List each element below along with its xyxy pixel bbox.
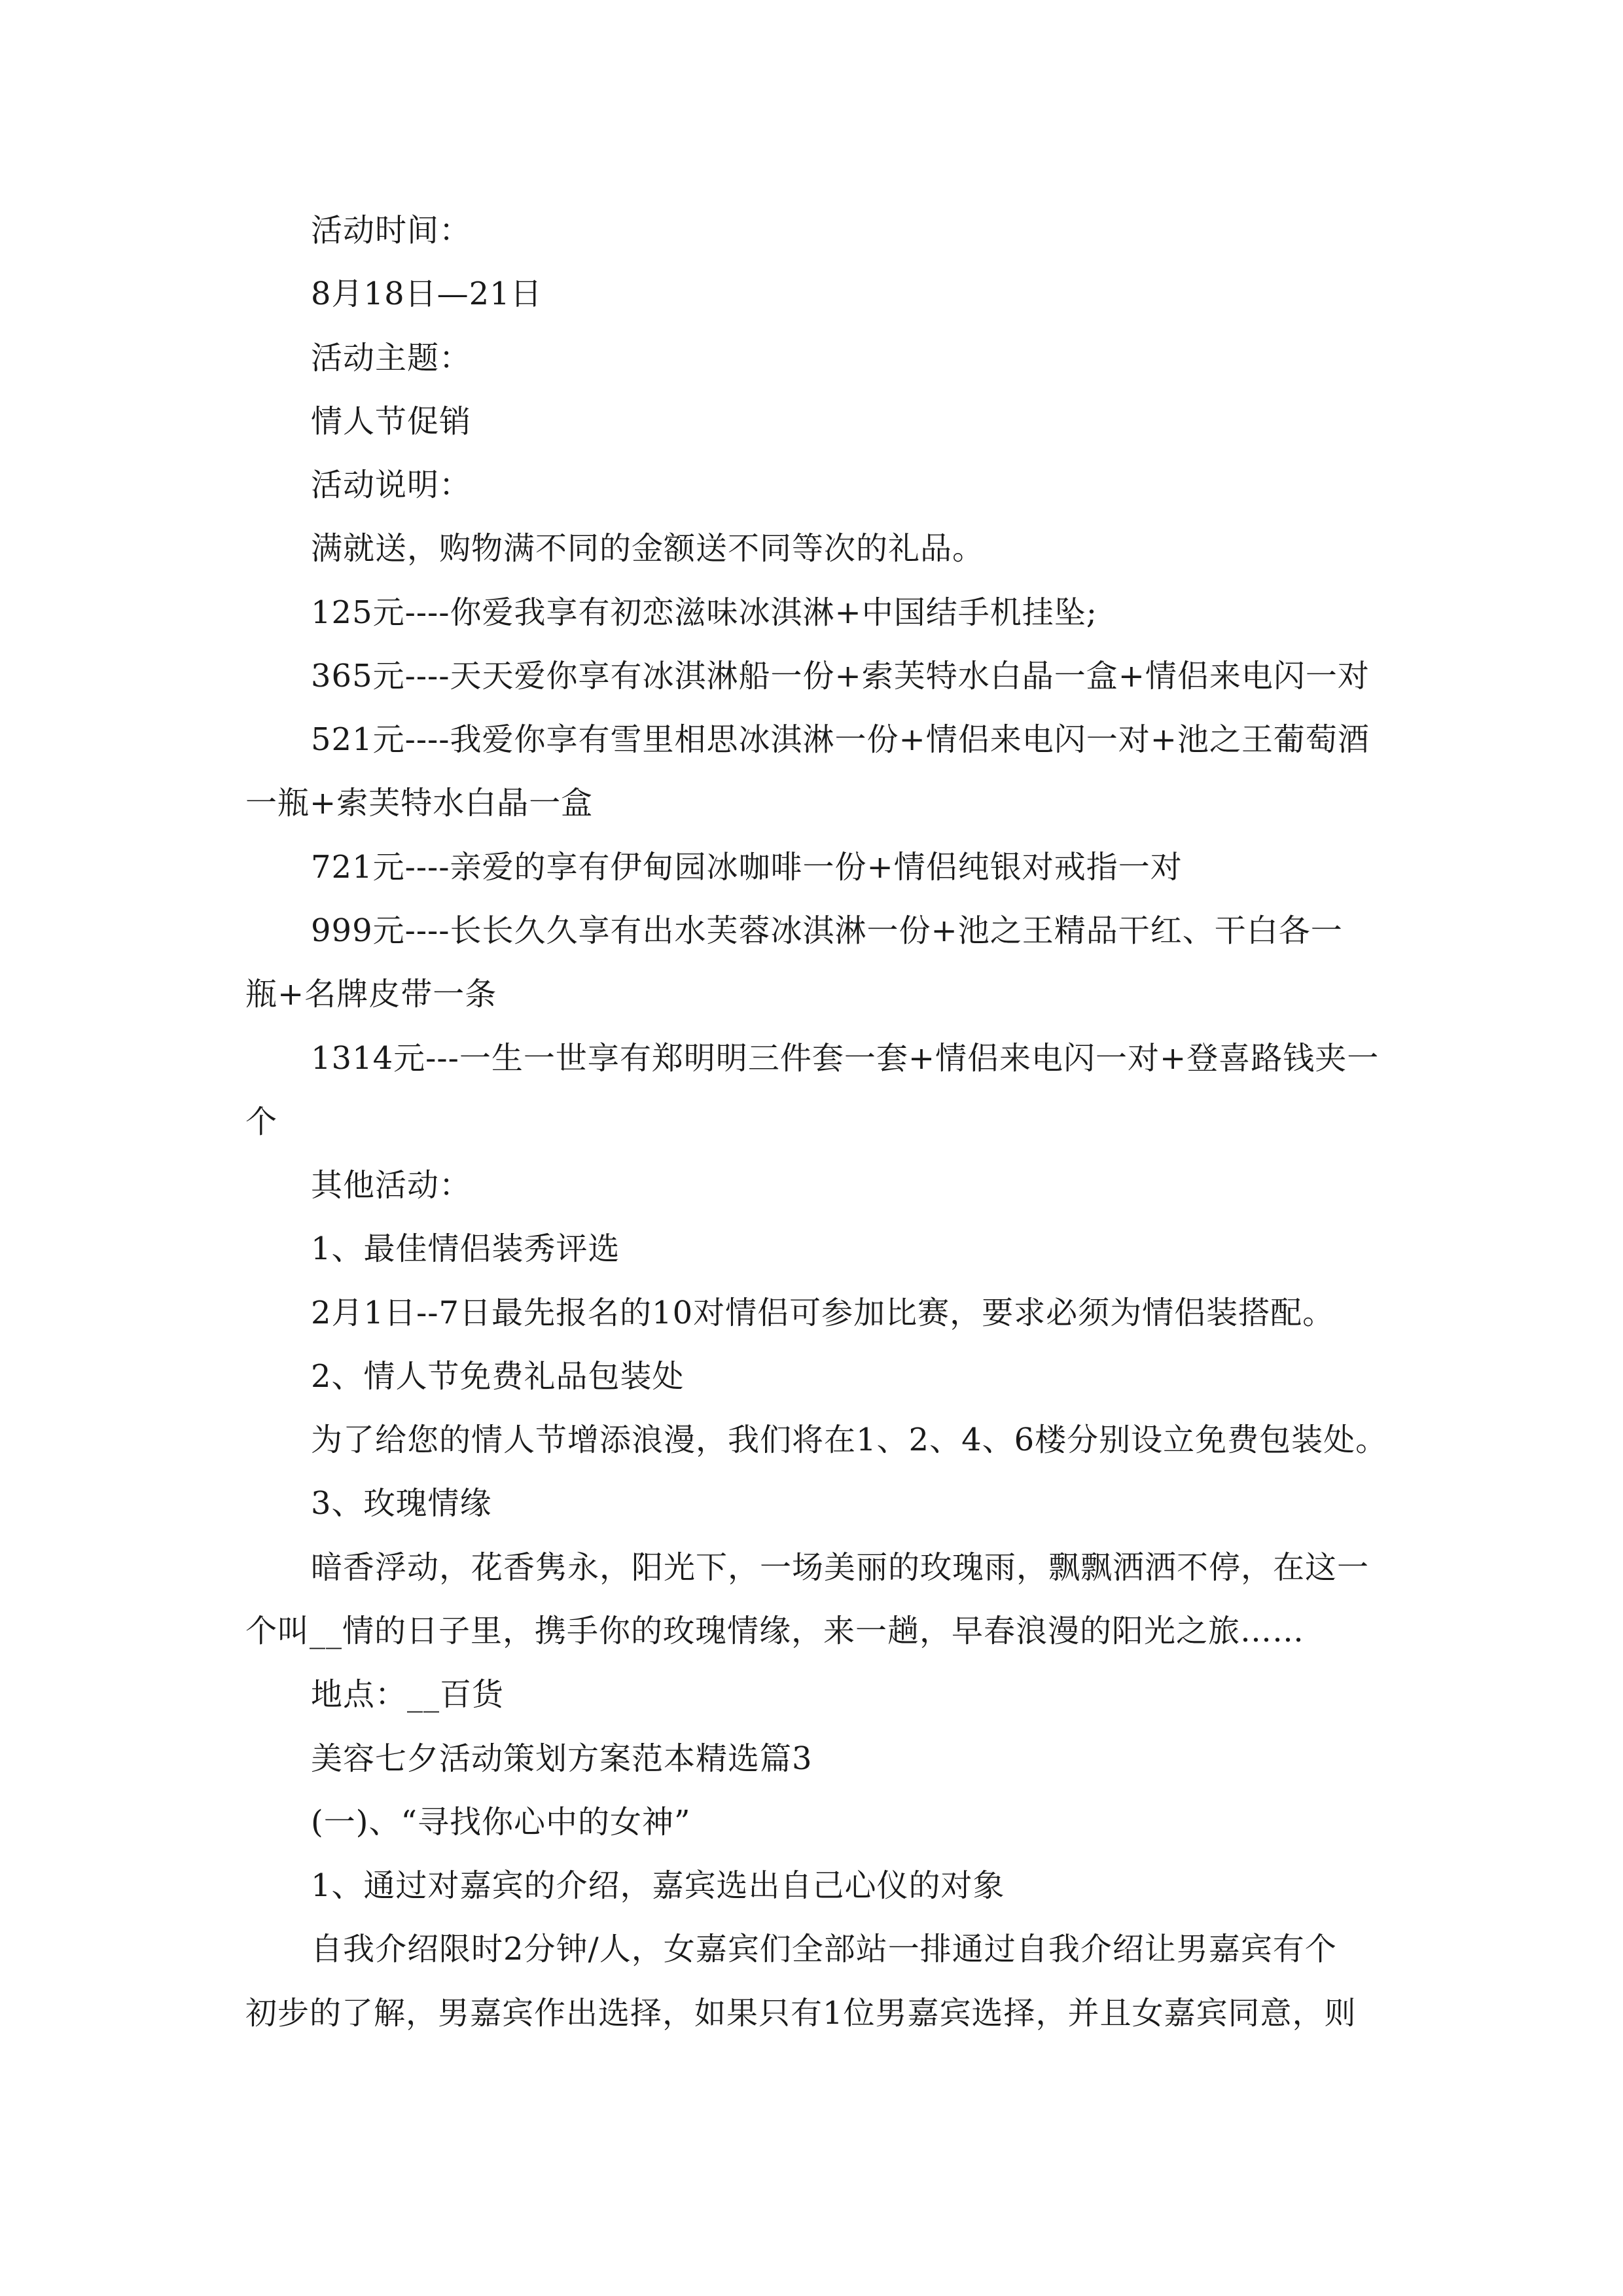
text-line: 2、情人节免费礼品包装处 [311,1358,685,1395]
text-line: 721元----亲爱的享有伊甸园冰咖啡一份+情侣纯银对戒指一对 [311,849,1183,886]
text-line: 1、最佳情侣装秀评选 [311,1230,620,1267]
text-line: 一瓶+索芙特水白晶一盒 [245,785,594,821]
text-line: 125元----你爱我享有初恋滋味冰淇淋+中国结手机挂坠; [311,594,1097,631]
text-line: 地点：__百货 [311,1676,505,1713]
text-line: 为了给您的情人节增添浪漫，我们将在1、2、4、6楼分别设立免费包装处。 [311,1422,1388,1458]
text-line: 自我介绍限时2分钟/人，女嘉宾们全部站一排通过自我介绍让男嘉宾有个 [311,1931,1337,1967]
text-line: 1314元---一生一世享有郑明明三件套一套+情侣来电闪一对+登喜路钱夹一 [311,1040,1380,1077]
text-line: 活动主题： [311,340,472,376]
text-line: (一)、“寻找你心中的女神” [311,1804,691,1840]
section-heading: 美容七夕活动策划方案范本精选篇3 [311,1740,813,1777]
text-line: 其他活动： [311,1167,472,1204]
text-line: 初步的了解，男嘉宾作出选择，如果只有1位男嘉宾选择，并且女嘉宾同意，则 [245,1995,1357,2032]
text-line: 个叫__情的日子里，携手你的玫瑰情缘，来一趟，早春浪漫的阳光之旅…… [245,1613,1305,1649]
text-line: 满就送，购物满不同的金额送不同等次的礼品。 [311,530,985,567]
text-line: 个 [245,1103,278,1140]
text-line: 情人节促销 [311,403,472,440]
text-line: 1、通过对嘉宾的介绍，嘉宾选出自己心仪的对象 [311,1867,1005,1904]
text-line: 3、玫瑰情缘 [311,1485,492,1522]
text-line: 999元----长长久久享有出水芙蓉冰淇淋一份+池之王精品干红、干白各一 [311,912,1343,949]
text-line: 8月18日—21日 [311,276,543,312]
text-line: 活动时间： [311,212,472,249]
text-line: 521元----我爱你享有雪里相思冰淇淋一份+情侣来电闪一对+池之王葡萄酒 [311,721,1370,758]
text-line: 暗香浮动，花香隽永，阳光下，一场美丽的玫瑰雨，飘飘洒洒不停，在这一 [311,1549,1370,1586]
text-line: 活动说明： [311,467,472,503]
text-line: 瓶+名牌皮带一条 [245,976,497,1013]
text-line: 365元----天天爱你享有冰淇淋船一份+索芙特水白晶一盒+情侣来电闪一对 [311,658,1370,694]
text-line: 2月1日--7日最先报名的10对情侣可参加比赛，要求必须为情侣装搭配。 [311,1295,1335,1331]
